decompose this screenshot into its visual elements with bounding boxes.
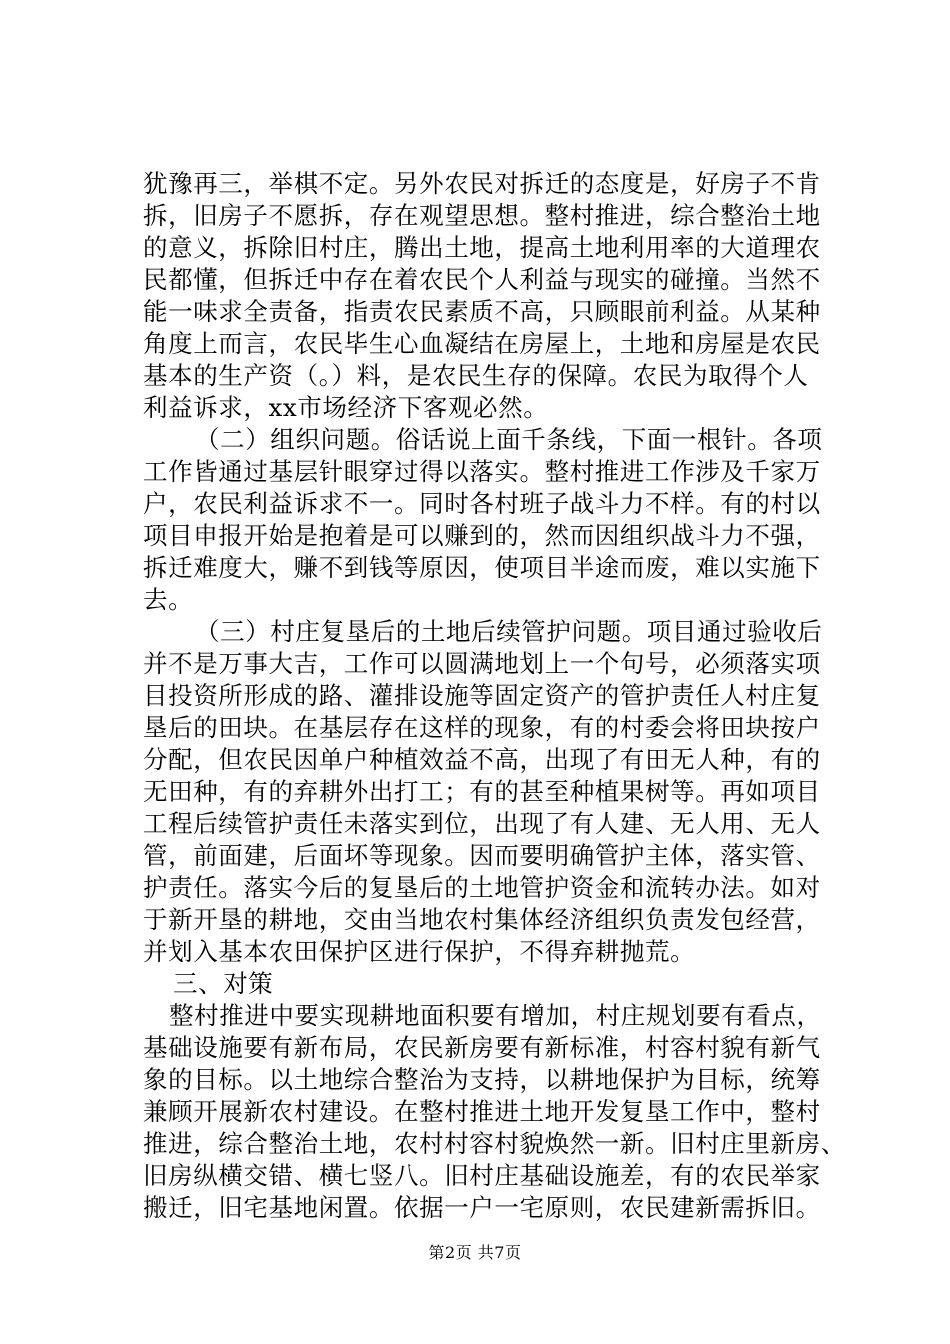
text-line: 并划入基本农田保护区进行保护，不得弃耕抛荒。 [143, 937, 696, 966]
section-heading: 三、对策 [173, 969, 274, 998]
text-line: 护责任。落实今后的复垦后的土地管护资金和流转办法。如对 [143, 873, 821, 902]
text-line: 基本的生产资（。）料，是农民生存的保障。农民为取得个人 [143, 361, 809, 390]
paragraph-start-line: 整村推进中要实现耕地面积要有增加，村庄规划要有看点， [169, 1001, 822, 1030]
text-line: 管，前面建，后面坏等现象。因而要明确管护主体，落实管、 [143, 841, 821, 870]
text-line: 分配，但农民因单户种植效益不高，出现了有田无人种，有的 [143, 745, 821, 774]
text-line: 拆迁难度大，赚不到钱等原因，使项目半途而废，难以实施下 [143, 553, 821, 582]
text-line: 旧房纵横交错、横七竖八。旧村庄基础设施差，有的农民举家 [143, 1161, 821, 1190]
text-line: 去。 [143, 585, 194, 614]
paragraph-start-line: （二）组织问题。俗话说上面千条线，下面一根针。各项 [195, 425, 823, 454]
text-line: 工程后续管护责任未落实到位，出现了有人建、无人用、无人 [143, 809, 821, 838]
text-line: 的意义，拆除旧村庄，腾出土地，提高土地利用率的大道理农 [143, 233, 821, 262]
text-line: 搬迁，旧宅基地闲置。依据一户一宅原则，农民建新需拆旧。 [143, 1193, 821, 1222]
text-line: 兼顾开展新农村建设。在整村推进土地开发复垦工作中，整村 [143, 1097, 821, 1126]
text-line: 于新开垦的耕地，交由当地农村集体经济组织负责发包经营， [143, 905, 821, 934]
page-footer [0, 1243, 950, 1263]
text-line: 垦后的田块。在基层存在这样的现象，有的村委会将田块按户 [143, 713, 821, 742]
text-line: 民都懂，但拆迁中存在着农民个人利益与现实的碰撞。当然不 [143, 265, 821, 294]
text-line: 并不是万事大吉，工作可以圆满地划上一个句号，必须落实项 [143, 649, 821, 678]
text-line: 工作皆通过基层针眼穿过得以落实。整村推进工作涉及千家万 [143, 457, 821, 486]
text-line: 象的目标。以土地综合整治为支持，以耕地保护为目标，统筹 [143, 1065, 821, 1094]
text-line: 拆，旧房子不愿拆，存在观望思想。整村推进，综合整治土地 [143, 201, 821, 230]
text-line: 角度上而言，农民毕生心血凝结在房屋上，土地和房屋是农民 [143, 329, 821, 358]
page-number: 第2页 共7页 [428, 1243, 522, 1262]
text-line: 项目申报开始是抱着是可以赚到的，然而因组织战斗力不强， [143, 521, 821, 550]
text-line: 犹豫再三，举棋不定。另外农民对拆迁的态度是，好房子不肯 [143, 169, 821, 198]
paragraph-start-line: （三）村庄复垦后的土地后续管护问题。项目通过验收后 [195, 617, 823, 646]
text-line: 无田种，有的弃耕外出打工；有的甚至种植果树等。再如项目 [143, 777, 821, 806]
text-line: 目投资所形成的路、灌排设施等固定资产的管护责任人村庄复 [143, 681, 821, 710]
text-line: 基础设施要有新布局，农民新房要有新标准，村容村貌有新气 [143, 1033, 821, 1062]
text-line: 推进，综合整治土地，农村村容村貌焕然一新。旧村庄里新房、 [143, 1129, 846, 1158]
text-line: 能一味求全责备，指责农民素质不高，只顾眼前利益。从某种 [143, 297, 821, 326]
text-line: 户，农民利益诉求不一。同时各村班子战斗力不样。有的村以 [143, 489, 821, 518]
document-body [143, 168, 846, 1224]
text-line: 利益诉求，xx市场经济下客观必然。 [143, 393, 549, 422]
